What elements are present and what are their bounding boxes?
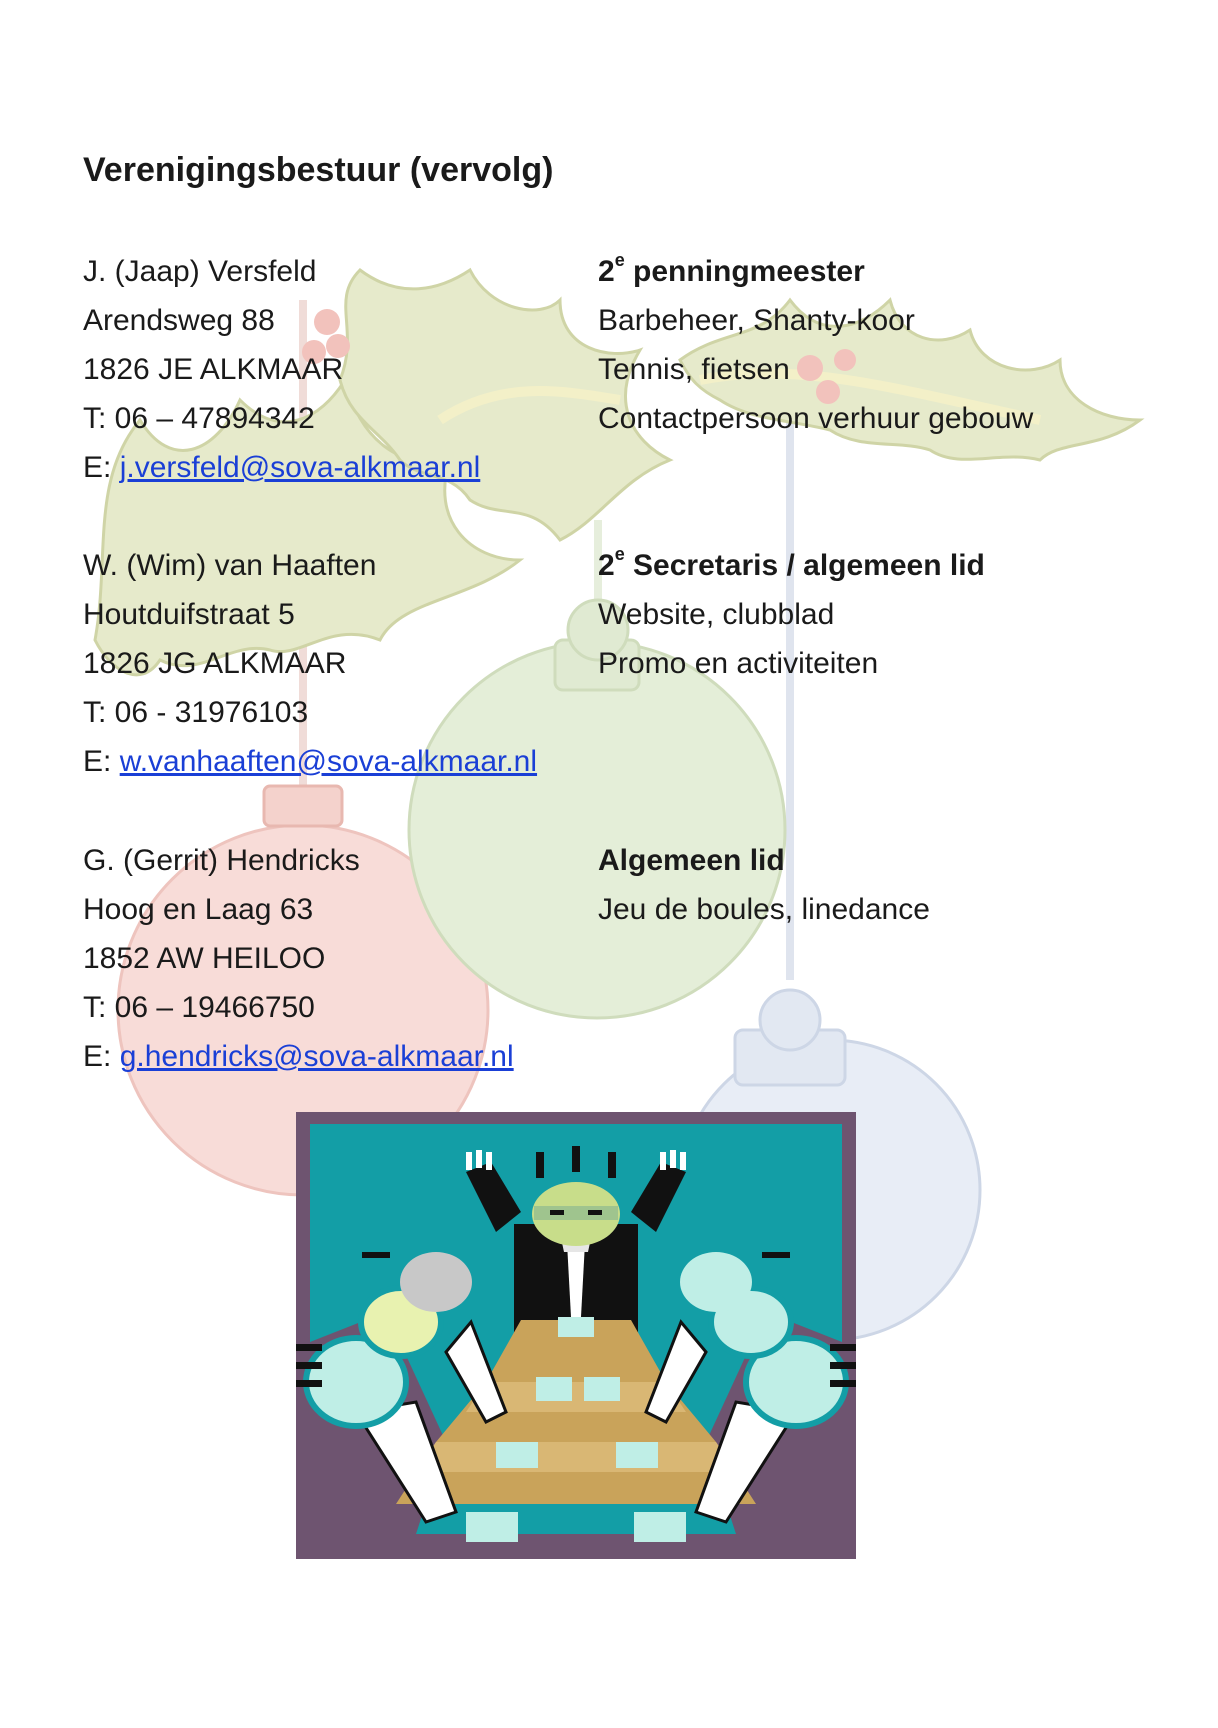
role-superscript: e <box>614 544 625 564</box>
email-prefix: E: <box>83 745 120 778</box>
member-contact-3 <box>83 836 583 1081</box>
member-name: G. (Gerrit) Hendricks <box>83 844 360 877</box>
email-prefix: E: <box>83 451 120 484</box>
email-link[interactable]: w.vanhaaften@sova-alkmaar.nl <box>119 745 538 778</box>
member-duty: Jeu de boules, linedance <box>598 893 930 926</box>
member-role-1 <box>598 247 1158 443</box>
member-duty: Barbeheer, Shanty-koor <box>598 304 915 337</box>
member-duty: Tennis, fietsen <box>598 353 790 386</box>
member-phone: T: 06 - 31976103 <box>83 696 309 729</box>
member-email-line <box>83 443 583 492</box>
member-duty: Contactpersoon verhuur gebouw <box>598 402 1034 435</box>
role-number: 2 <box>598 255 615 288</box>
member-postal: 1826 JE ALKMAAR <box>83 353 344 386</box>
member-postal: 1852 AW HEILOO <box>83 942 326 975</box>
member-street: Houtduifstraat 5 <box>83 598 295 631</box>
role-superscript: e <box>614 250 625 270</box>
board-meeting-clipart-icon <box>296 1112 856 1559</box>
member-duty: Website, clubblad <box>598 598 835 631</box>
member-name: J. (Jaap) Versfeld <box>83 255 317 288</box>
member-contact-2 <box>83 541 583 786</box>
role-title: Secretaris / algemeen lid <box>624 549 985 582</box>
member-role-3 <box>598 836 1158 934</box>
role-title: penningmeester <box>624 255 865 288</box>
member-role <box>598 541 1158 590</box>
member-duty: Promo en activiteiten <box>598 647 879 680</box>
page-title: Verenigingsbestuur (vervolg) <box>83 151 554 189</box>
email-prefix: E: <box>83 1040 120 1073</box>
member-phone: T: 06 – 47894342 <box>83 402 315 435</box>
member-street: Hoog en Laag 63 <box>83 893 314 926</box>
member-email-line <box>83 737 583 786</box>
member-name: W. (Wim) van Haaften <box>83 549 377 582</box>
member-role <box>598 247 1158 296</box>
role-title: Algemeen lid <box>598 844 785 877</box>
member-email-line <box>83 1032 583 1081</box>
email-link[interactable]: j.versfeld@sova-alkmaar.nl <box>119 451 481 484</box>
email-link[interactable]: g.hendricks@sova-alkmaar.nl <box>119 1040 514 1073</box>
member-contact-1 <box>83 247 583 492</box>
member-street: Arendsweg 88 <box>83 304 275 337</box>
member-role <box>598 836 1158 885</box>
member-phone: T: 06 – 19466750 <box>83 991 315 1024</box>
role-number: 2 <box>598 549 615 582</box>
member-role-2 <box>598 541 1158 688</box>
member-postal: 1826 JG ALKMAAR <box>83 647 347 680</box>
